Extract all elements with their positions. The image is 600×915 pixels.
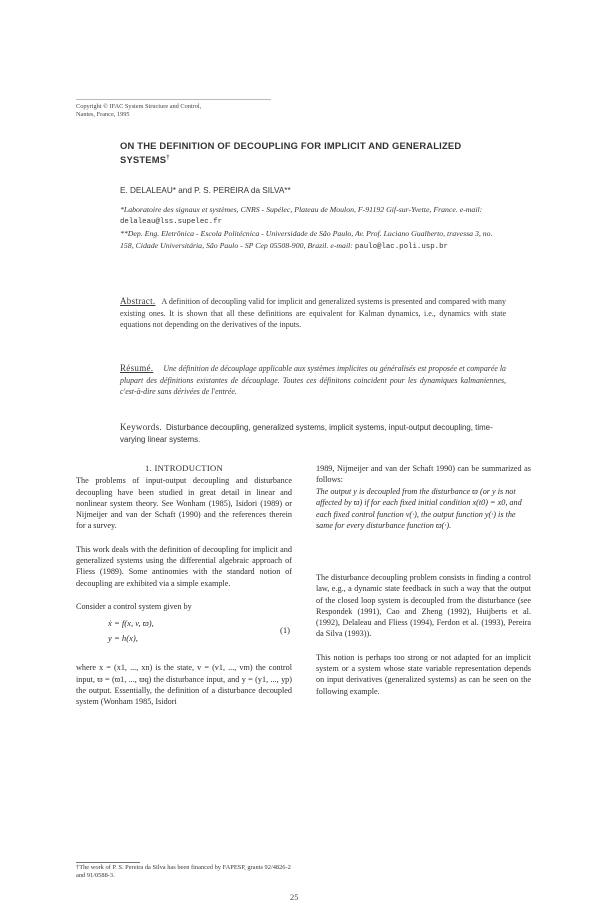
abstract-text: A definition of decoupling valid for implicit and generalized systems is presented and compared with many existing ones. It is shown that all these definitions are equivalent for Kalman dynamics, i.e., dynamics with state equations not depending on the derivatives of the inputs. — [120, 297, 506, 330]
affiliation-2 — [120, 228, 505, 252]
footnote: †The work of P. S. Pereira da Silva has been financed by FAPESP, grants 92/4826-2 and 91/0588-3. — [76, 864, 291, 880]
right-column — [316, 463, 531, 697]
header-rule — [76, 99, 271, 100]
equation-line-2: y = h(x), — [108, 633, 138, 644]
intro-paragraph-2: This work deals with the definition of decoupling for implicit and generalized systems using the differential algebraic approach of Fliess (1989). Some antinomies with the standard notion of decoupling are exhibited via a simple example. — [76, 544, 292, 588]
keywords-text: Disturbance decoupling, generalized systems, implicit systems, input-output decoupling, time-varying linear systems. — [120, 423, 493, 444]
abstract-heading: Abstract. — [120, 296, 156, 306]
intro-paragraph-3: Consider a control system given by — [76, 601, 192, 611]
section-heading: 1. INTRODUCTION — [144, 463, 224, 473]
abstract — [120, 296, 506, 331]
equation-1 — [76, 616, 292, 652]
affiliation-1-text: *Laboratoire des signaux et systèmes, CNRS - Supélec, Plateau de Moulon, F-91192 Gif-sur-Yvette, France. e-mail: — [120, 205, 483, 214]
affiliation-2-email: paulo@lac.poli.usp.br — [354, 242, 448, 251]
copyright-line-2: Nantes, France, 1995 — [76, 111, 130, 118]
resume-text: Une définition de découplage applicable aux systèmes implicites ou généralisés est proposée et comparée la plupart des définitions existantes de découplage. Toutes ces définitons coincident pour les dynamiques kalmaniennes, c'est-à-dire sans dérivées de l'entrée. — [120, 364, 506, 397]
resume-heading: Résumé. — [120, 363, 154, 373]
paper-title — [120, 139, 500, 166]
right-paragraph-2: The disturbance decoupling problem consists in finding a control law, e.g., a dynamic state feedback in such a way that the output of the closed loop system is decoupled from the disturbance (see Respondek (1991), Cao and Zheng (1992), Huijberts et al. (1992), Delaleau and Fliess (1994), Ferdon et al. (1993), Pereira da Silva (1993)). — [316, 572, 531, 639]
paper-title-text: ON THE DEFINITION OF DECOUPLING FOR IMPLICIT AND GENERALIZED SYSTEMS — [120, 140, 462, 166]
intro-paragraph-4: where x = (x1, ..., xn) is the state, v = (v1, ..., vm) the control input, ϖ = (ϖ1, ..., ϖq) the disturbance input, and y = (y1, ..., yp) the output. Essentially, the definition of a disturbance decoupled system (Wonham 1985, Isidori — [76, 663, 292, 707]
right-paragraph-1: 1989, Nijmeijer and van der Schaft 1990) can be summarized as follows: — [316, 464, 531, 485]
copyright-line-1: Copyright © IFAC System Structure and Control, — [76, 103, 202, 110]
footnote-rule — [76, 862, 140, 863]
authors: E. DELALEAU* and P. S. PEREIRA da SILVA** — [120, 186, 291, 195]
affiliation-2-text: **Dep. Eng. Eletrônica - Escola Politécnica - Universidade de São Paulo, Av. Prof. Luciano Gualberto, travessa 3, no. 158, Cidade Universitária, São Paulo - SP Cep 05508-900, Brazil. e-mail: — [120, 229, 493, 250]
definition-quote: The output y is decoupled from the disturbance ϖ (or y is not affected by ϖ) if for each fixed initial condition x(t0) = x0, and each fixed control function v(·), the output function y(·) is the same for every disturbance function ϖ(·). — [316, 486, 522, 531]
affiliations — [120, 204, 505, 253]
keywords-heading: Keywords. — [120, 422, 162, 432]
page-number: 25 — [290, 893, 299, 902]
intro-paragraph-1: The problems of input-output decoupling and disturbance decoupling have been studied in great detail in linear and nonlinear system theory. See Wonham (1985), Isidori (1989) or Nijmeijer and van der Schaft (1990) and the references therein for a survey. — [76, 476, 292, 531]
keywords — [120, 422, 506, 445]
affiliation-1 — [120, 204, 505, 228]
equation-number: (1) — [279, 625, 290, 636]
title-footnote-mark: † — [166, 155, 170, 161]
copyright-notice — [76, 103, 201, 119]
equation-line-1: ẋ = f(x, v, ϖ), — [108, 618, 154, 629]
right-paragraph-3: This notion is perhaps too strong or not adapted for an implicit system or a system whose state variable representation depends on input derivatives (generalized systems) as can be seen on the following example. — [316, 652, 531, 696]
resume — [120, 363, 506, 398]
affiliation-1-email: delaleau@lss.supelec.fr — [120, 218, 223, 227]
left-column — [76, 463, 292, 707]
